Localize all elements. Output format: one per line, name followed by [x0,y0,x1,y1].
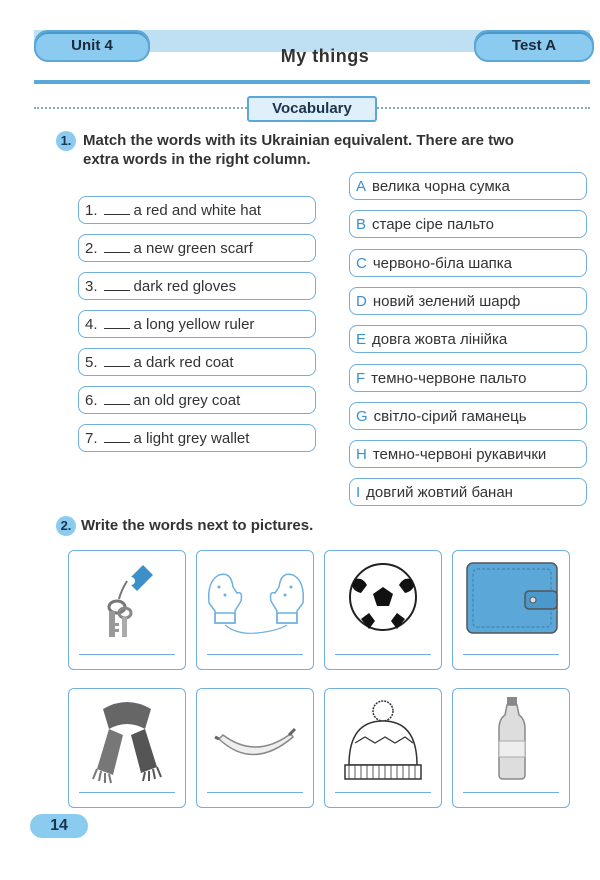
answer-blank-5[interactable] [104,352,130,367]
answer-blank-7[interactable] [104,428,130,443]
item-text: dark red gloves [133,278,237,295]
page-title: My things [280,46,370,66]
scarf-icon [69,689,187,809]
option-text: світло-сірий гаманець [373,408,527,425]
unit-label: Unit 4 [34,30,150,62]
item-text: a light grey wallet [133,430,250,447]
item-number: 6. [85,392,98,409]
option-letter: E [356,331,367,348]
answer-line-4[interactable] [463,654,559,655]
answer-blank-1[interactable] [104,200,130,215]
option-text: довгий жовтий банан [366,484,513,501]
option-text: довга жовта лінійка [372,331,508,348]
item-text: a dark red coat [133,354,234,371]
item-text: an old grey coat [133,392,241,409]
answer-line-3[interactable] [335,654,431,655]
option-letter: G [356,408,368,425]
answer-blank-3[interactable] [104,276,130,291]
task1-instruction [83,131,593,169]
item-number: 3. [85,278,98,295]
item-number: 5. [85,354,98,371]
task2-instruction: Write the words next to pictures. [81,517,314,534]
task1-line2: extra words in the right column. [83,151,311,168]
wallet-icon [453,551,571,671]
option-letter: A [356,178,367,195]
picture-card-6 [196,688,314,808]
option-h [349,440,587,468]
keys-icon [69,551,187,671]
task1-line1: Match the words with its Ukrainian equivalent. There are two [83,132,514,149]
option-text: велика чорна сумка [372,178,510,195]
header-divider [34,80,590,84]
item-number: 7. [85,430,98,447]
test-label: Test A [474,30,594,62]
option-f [349,364,587,392]
option-d [349,287,587,315]
answer-line-2[interactable] [207,654,303,655]
option-text: темно-червоне пальто [371,370,527,387]
option-a [349,172,587,200]
item-text: a new green scarf [133,240,253,257]
picture-card-8 [452,688,570,808]
match-item-7 [78,424,316,452]
item-number: 4. [85,316,98,333]
answer-line-7[interactable] [335,792,431,793]
option-letter: C [356,255,367,272]
option-i [349,478,587,506]
picture-card-3 [324,550,442,670]
page-number: 14 [30,814,88,838]
item-number: 2. [85,240,98,257]
item-text: a red and white hat [133,202,262,219]
match-item-3 [78,272,316,300]
match-item-4 [78,310,316,338]
answer-blank-2[interactable] [104,238,130,253]
answer-line-6[interactable] [207,792,303,793]
task1-number: 1. [56,131,76,151]
option-g [349,402,587,430]
picture-card-4 [452,550,570,670]
option-letter: H [356,446,367,463]
answer-line-5[interactable] [79,792,175,793]
option-letter: I [356,484,361,501]
answer-blank-4[interactable] [104,314,130,329]
section-label: Vocabulary [247,96,377,122]
answer-line-1[interactable] [79,654,175,655]
banana-icon [197,689,315,809]
option-letter: F [356,370,366,387]
football-icon [325,551,443,671]
match-item-1 [78,196,316,224]
option-b [349,210,587,238]
picture-card-7 [324,688,442,808]
picture-card-5 [68,688,186,808]
option-text: старе сіре пальто [372,216,495,233]
option-text: новий зелений шарф [372,293,521,310]
picture-card-1 [68,550,186,670]
option-text: темно-червоні рукавички [372,446,547,463]
option-letter: B [356,216,367,233]
mittens-icon [197,551,315,671]
option-c [349,249,587,277]
answer-line-8[interactable] [463,792,559,793]
option-e [349,325,587,353]
match-item-6 [78,386,316,414]
picture-card-2 [196,550,314,670]
bottle-icon [453,689,571,809]
option-letter: D [356,293,367,310]
match-item-5 [78,348,316,376]
winter-hat-icon [325,689,443,809]
task2-number: 2. [56,516,76,536]
answer-blank-6[interactable] [104,390,130,405]
item-text: a long yellow ruler [133,316,255,333]
match-item-2 [78,234,316,262]
option-text: червоно-біла шапка [372,255,513,272]
item-number: 1. [85,202,98,219]
